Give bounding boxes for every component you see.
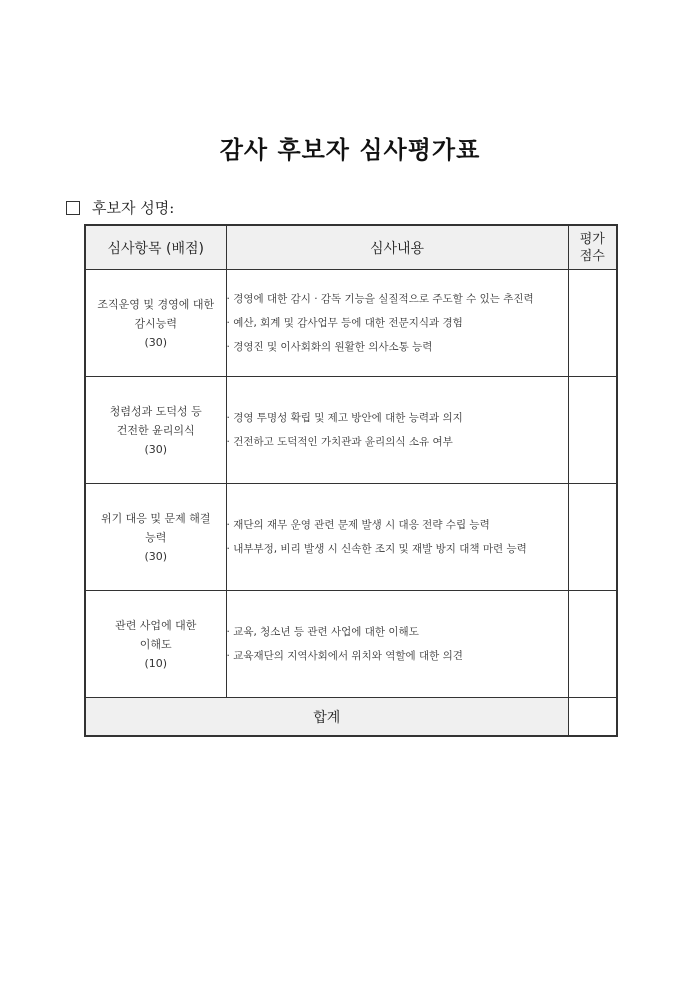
category-name-line2: 건전한 윤리의식 <box>116 423 195 437</box>
score-input-cell[interactable] <box>568 484 617 591</box>
category-name-line1: 관련 사업에 대한 <box>115 618 197 632</box>
checkbox-icon <box>66 201 80 215</box>
evaluation-table <box>84 224 618 737</box>
category-cell <box>85 377 226 484</box>
criteria-item: · 교육재단의 지역사회에서 위치와 역할에 대한 의견 <box>227 644 568 668</box>
content-cell <box>226 591 568 698</box>
criteria-item: · 경영진 및 이사회화의 원활한 의사소통 능력 <box>227 335 568 359</box>
content-cell <box>226 377 568 484</box>
header-score-line2: 점수 <box>579 248 605 264</box>
document-title: 감사 후보자 심사평가표 <box>219 136 481 164</box>
header-score-line1: 평가 <box>579 231 605 247</box>
header-score <box>568 225 617 270</box>
category-cell <box>85 591 226 698</box>
table-row <box>85 377 617 484</box>
table-row <box>85 484 617 591</box>
category-points: (30) <box>144 442 168 456</box>
category-points: (10) <box>144 656 168 670</box>
category-points: (30) <box>144 335 168 349</box>
content-cell <box>226 484 568 591</box>
candidate-name-label: 후보자 성명: <box>92 199 175 217</box>
content-cell <box>226 270 568 377</box>
total-score-cell[interactable] <box>568 698 617 737</box>
table-row <box>85 270 617 377</box>
criteria-item: · 예산, 회계 및 감사업무 등에 대한 전문지식과 경험 <box>227 311 568 335</box>
category-name-line2: 감시능력 <box>134 316 177 330</box>
category-points: (30) <box>144 549 168 563</box>
category-name-line2: 능력 <box>145 530 167 544</box>
category-name-line1: 위기 대응 및 문제 해결 <box>100 511 211 525</box>
candidate-name-field <box>66 197 174 218</box>
table-header-row <box>85 225 617 270</box>
header-category: 심사항목 (배점) <box>85 225 226 270</box>
category-cell <box>85 484 226 591</box>
category-cell <box>85 270 226 377</box>
table-row <box>85 591 617 698</box>
criteria-item: · 건전하고 도덕적인 가치관과 윤리의식 소유 여부 <box>227 430 568 454</box>
score-input-cell[interactable] <box>568 377 617 484</box>
category-name-line2: 이해도 <box>139 637 172 651</box>
score-input-cell[interactable] <box>568 591 617 698</box>
criteria-item: · 재단의 재무 운영 관련 문제 발생 시 대응 전략 수립 능력 <box>227 513 568 537</box>
header-content: 심사내용 <box>226 225 568 270</box>
total-label: 합계 <box>85 698 568 737</box>
total-row <box>85 698 617 737</box>
criteria-item: · 경영 투명성 확립 및 제고 방안에 대한 능력과 의지 <box>227 406 568 430</box>
category-name-line1: 조직운영 및 경영에 대한 <box>97 297 215 311</box>
score-input-cell[interactable] <box>568 270 617 377</box>
category-name-line1: 청렴성과 도덕성 등 <box>109 404 202 418</box>
criteria-item: · 경영에 대한 감시 · 감독 기능을 실질적으로 주도할 수 있는 추진력 <box>227 287 568 311</box>
criteria-item: · 교육, 청소년 등 관련 사업에 대한 이해도 <box>227 620 568 644</box>
criteria-item: · 내부부정, 비리 발생 시 신속한 조지 및 재발 방지 대책 마련 능력 <box>227 537 568 561</box>
